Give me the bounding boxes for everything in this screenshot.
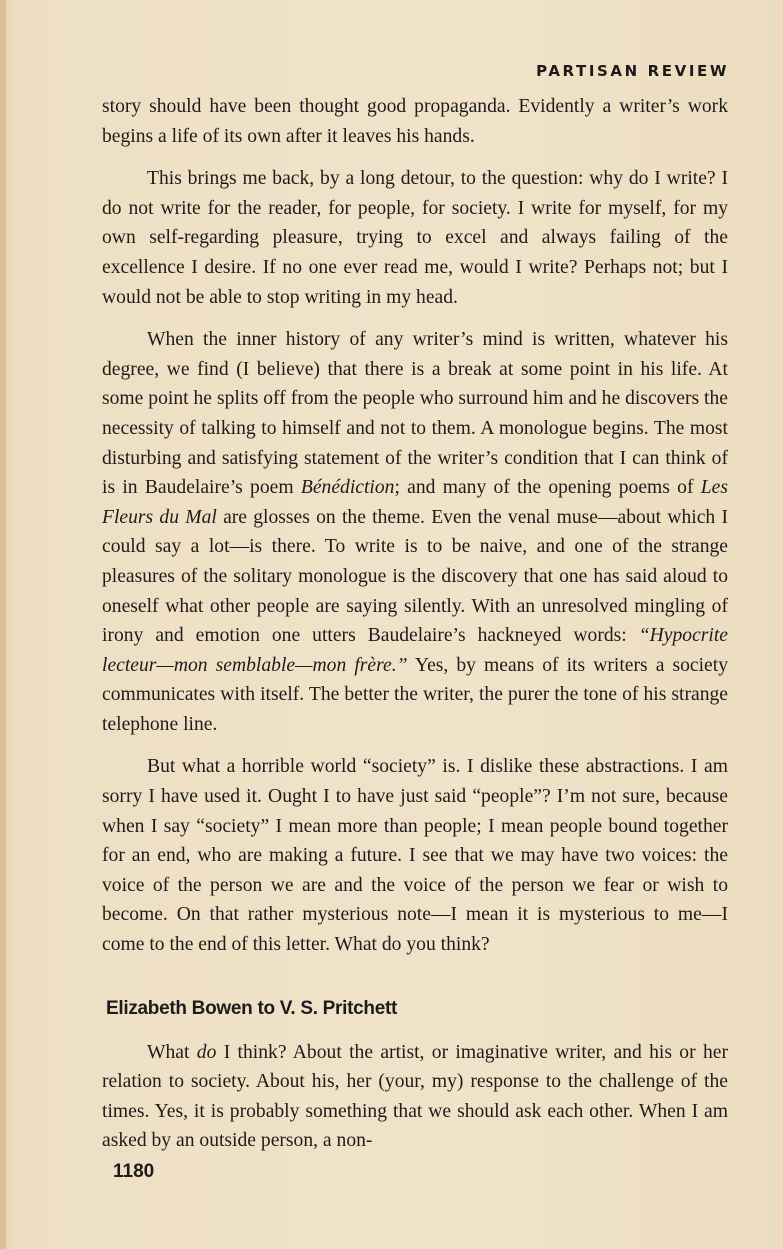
paragraph-5-text-c: I think? About the artist, or imaginative writer, and his or her relation to society. About his, her (your, my) response to the challenge of the times. Yes, it is probably something that we should ask each other. When I am asked by an outside person, a non- <box>102 1041 728 1152</box>
paragraph-3-text-a: When the inner history of any writer’s mind is written, whatever his degree, we find (I believe) that there is a break at some point in his life. At some point he splits off from the people who surround him and he discovers the necessity of talking to himself and not to them. A monologue begins. The most disturbing and satisfying statement of the writer’s condition that I can think of is in Baudelaire’s poem <box>102 329 728 499</box>
page-gutter-edge <box>0 0 6 1249</box>
section-heading: Elizabeth Bowen to V. S. Pritchett <box>106 997 398 1019</box>
body-text <box>102 92 728 1169</box>
paragraph-5 <box>102 1038 728 1156</box>
book-title-fleurs-du-mal: Les Fleurs du Mal <box>102 477 728 528</box>
page-number: 1180 <box>113 1161 155 1182</box>
running-head: PARTISAN REVIEW <box>536 62 729 80</box>
paragraph-3-text-e: are glosses on the theme. Even the venal muse—about which I could say a lot—is there. To write is to be naive, and one of the strange pleasures of the solitary monologue is the discovery that one has said aloud to oneself what other people are saying silently. With an unresolved mingling of irony and emotion one utters Baudelaire’s hackneyed words: <box>102 506 728 647</box>
paragraph-1: story should have been thought good propaganda. Evidently a writer’s work begins a life of its own after it leaves his hands. <box>102 96 728 147</box>
emphasis-do: do <box>196 1041 217 1063</box>
paragraph-2: This brings me back, by a long detour, to the question: why do I write? I do not write for the reader, for people, for society. I write for myself, for my own self-regarding pleasure, trying to excel and always failing of the excellence I desire. If no one ever read me, would I write? Perhaps not; but I would not be able to stop writing in my head. <box>102 168 728 308</box>
baudelaire-quote: “Hypocrite lecteur—mon semblable—mon frère.” <box>102 625 728 676</box>
paragraph-4: But what a horrible world “society” is. I dislike these abstractions. I am sorry I have used it. Ought I to have just said “people”? I’m not sure, because when I say “society” I mean more than people; I mean people bound together for an end, who are making a future. I see that we may have two voices: the voice of the person we are and the voice of the person we fear or wish to become. On that rather mysterious note—I mean it is mysterious to me—I come to the end of this letter. What do you think? <box>102 756 728 956</box>
paragraph-3 <box>102 325 728 739</box>
paragraph-3-text-g: Yes, by means of its writers a society communicates with itself. The better the writer, the purer the tone of his strange telephone line. <box>102 654 728 735</box>
poem-title-benediction: Bénédiction <box>300 477 395 499</box>
paragraph-3-text-c: ; and many of the opening poems of <box>394 477 701 499</box>
paragraph-5-text-a: What <box>147 1041 197 1063</box>
